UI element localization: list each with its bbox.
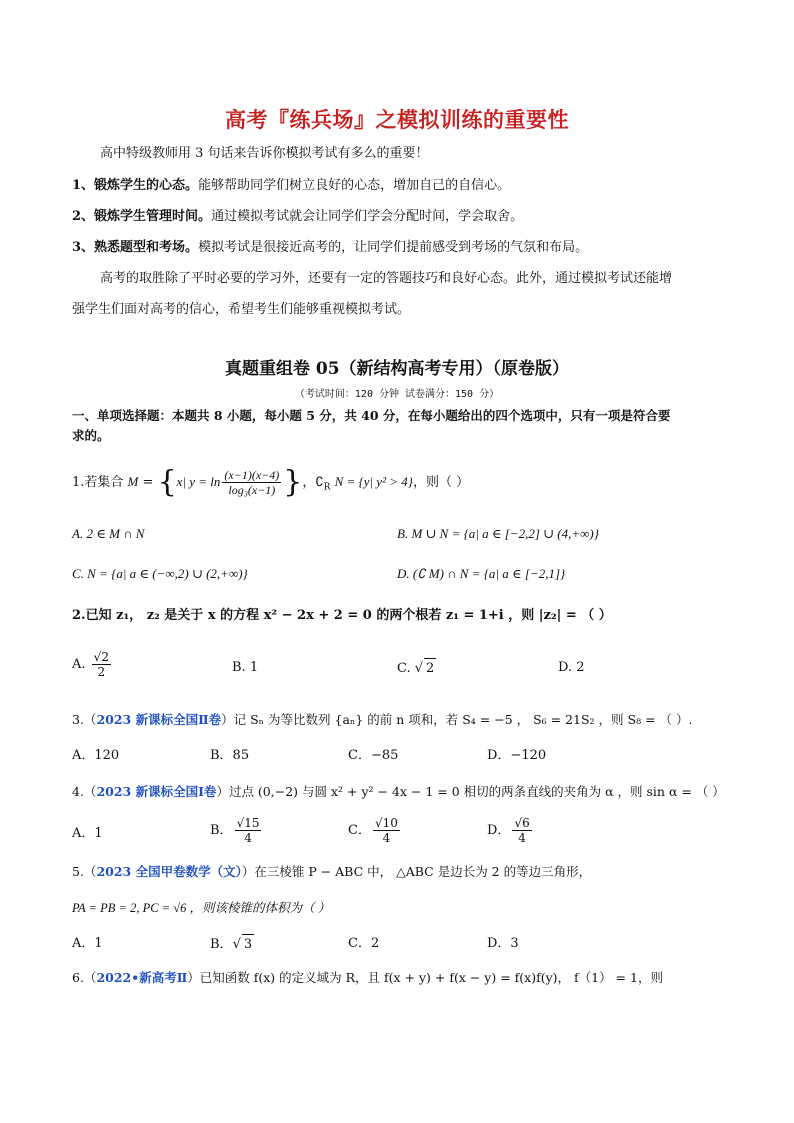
q4-b-frac: [235, 816, 262, 845]
q5-num: 5.（: [72, 864, 97, 879]
q4-d-label: D．: [487, 823, 511, 838]
q2-a-num: √2: [93, 650, 109, 664]
q1-n-def: N = {y| y² > 4}: [334, 474, 413, 489]
q4-c-label: C．: [348, 823, 371, 838]
closing-line-2: 强学生们面对高考的信心，希望考生们能够重视模拟考试。: [72, 302, 411, 317]
q1-complement: ∁: [315, 475, 324, 490]
closing-line-1: 高考的取胜除了平时必要的学习外，还要有一定的答题技巧和良好心态。此外，通过模拟考试还能增: [100, 271, 673, 286]
q4-c-den: 4: [382, 831, 391, 845]
q5-b-sqrt: 3: [242, 934, 254, 955]
point-3-text: 模拟考试是很接近高考的，让同学们提前感受到考场的气氛和布局。: [198, 240, 589, 255]
q2-option-b[interactable]: B. 1: [232, 660, 259, 675]
q4-b-num: √15: [236, 816, 260, 830]
q3-option-d[interactable]: D．−120: [487, 748, 547, 763]
q6-stem-text: ）已知函数 f(x) 的定义域为 R，且 f(x + y) + f(x − y) = f(x)f(y)， f（1） = 1，则: [187, 970, 663, 985]
q3-option-a[interactable]: A．120: [72, 748, 120, 763]
point-1-text: 能够帮助同学们树立良好的心态，增加自己的自信心。: [198, 178, 511, 193]
q4-d-den: 4: [518, 831, 526, 845]
q4-b-den: 4: [244, 831, 252, 845]
q4-b-label: B．: [210, 823, 233, 838]
q1-option-c[interactable]: C. N = {a| a ∈ (−∞,2) ∪ (2,+∞)}: [72, 566, 248, 581]
q5-b-label: B．: [210, 937, 233, 952]
question-4-stem: [72, 782, 725, 802]
section-heading-line-2: 求的。: [72, 428, 110, 443]
point-1-num: 1、: [72, 178, 95, 193]
page-title: 高考『练兵场』之模拟训练的重要性: [225, 108, 569, 132]
q1-set-open: x| y = ln: [176, 474, 221, 489]
q2-c-sqrt: 2: [424, 658, 436, 679]
exam-subtitle: （考试时间：120 分钟 试卷满分：150 分）: [294, 389, 500, 400]
point-3-head: 熟悉题型和考场。: [94, 240, 199, 255]
q6-source: 2022•新高考Ⅱ: [96, 970, 188, 985]
q2-c-label: C.: [397, 661, 411, 676]
q4-option-b[interactable]: [210, 816, 263, 845]
q1-brace-left: {: [157, 464, 177, 500]
q5-option-c[interactable]: C．2: [348, 936, 380, 951]
q4-d-num: √6: [514, 816, 530, 830]
q1-set-m: M: [127, 474, 139, 489]
q4-option-d[interactable]: [487, 816, 534, 845]
q2-a-den: 2: [97, 665, 106, 679]
q4-option-c[interactable]: [348, 816, 402, 845]
q2-option-c[interactable]: C. √ 2: [397, 658, 436, 679]
q1-frac-den: log₃(x−1): [228, 483, 276, 497]
q6-num: 6.（: [72, 970, 97, 985]
q5-option-b[interactable]: B．√ 3: [210, 934, 254, 955]
q1-mid: ，: [302, 475, 316, 490]
q1-option-a[interactable]: A. 2 ∈ M ∩ N: [72, 526, 145, 541]
point-2-text: 通过模拟考试就会让同学们学会分配时间，学会取舍。: [211, 209, 524, 224]
q1-suffix: ，则（ ）: [412, 475, 470, 490]
q5-stem-text: ）在三棱锥 P − ABC 中， △ABC 是边长为 2 的等边三角形，: [241, 864, 592, 879]
point-1-head: 锻炼学生的心态。: [94, 178, 199, 193]
q4-option-a[interactable]: A．1: [72, 826, 103, 841]
q4-d-frac: [512, 816, 531, 845]
q4-c-num: √10: [374, 816, 398, 830]
q5-option-d[interactable]: D．3: [487, 936, 519, 951]
point-3-num: 3、: [72, 240, 95, 255]
question-2-stem: [72, 606, 612, 626]
q1-complement-sub: R: [323, 482, 331, 493]
q2-a-frac: [92, 650, 111, 679]
q3-stem-text: ）记 Sₙ 为等比数列 {aₙ} 的前 n 项和，若 S₄ = −5 ， S₆ = 21S₂ ，则 S₈ = （ ）.: [221, 712, 693, 727]
point-2: [72, 207, 523, 227]
q3-option-c[interactable]: C．−85: [348, 748, 399, 763]
q2-a-label: A.: [72, 657, 86, 672]
q1-prefix: 1.若集合: [72, 475, 124, 490]
question-1-stem: 1.若集合 M = {x| y = ln $\frac{(x-1)(x-4)}{\text{log₃(x−1)}}$ }，$∁_R$ N = {y| y² > 4}，则（ ）: [72, 464, 470, 500]
exam-title: 真题重组卷 05（新结构高考专用）（原卷版）: [224, 359, 570, 379]
section-heading-line-1: 一、单项选择题：本题共 8 小题，每小题 5 分，共 40 分，在每小题给出的四个选项中，只有一项是符合要: [72, 408, 671, 423]
q4-num: 4.（: [72, 784, 97, 799]
question-5-stem: [72, 862, 591, 882]
q5-source: 2023 全国甲卷数学（文）: [96, 864, 242, 879]
q4-source: 2023 新课标全国Ⅰ卷: [96, 784, 217, 799]
question-6-stem: [72, 968, 663, 988]
q1-option-b[interactable]: B. M ∪ N = {a| a ∈ [−2,2] ∪ (4,+∞)}: [397, 526, 599, 541]
point-3: [72, 238, 588, 258]
q3-source: 2023 新课标全国Ⅱ卷: [96, 712, 222, 727]
question-5-line-2: PA = PB = 2, PC = √6 ，则该棱锥的体积为（ ）: [72, 901, 331, 915]
q1-brace-right: }: [283, 464, 303, 500]
q2-stem-text: 2.已知 z₁， z₂ 是关于 x 的方程 x² − 2x + 2 = 0 的两个根若 z₁ = 1+i ，则 |z₂| = （ ）: [72, 608, 612, 623]
point-2-head: 锻炼学生管理时间。: [94, 209, 212, 224]
point-2-num: 2、: [72, 209, 95, 224]
q1-fraction: [222, 468, 281, 497]
q1-option-d[interactable]: D. (∁ M) ∩ N = {a| a ∈ [−2,1]}: [397, 566, 566, 581]
q3-num: 3.（: [72, 712, 97, 727]
intro-text: 高中特级教师用 3 句话来告诉你模拟考试有多么的重要！: [100, 146, 429, 161]
q1-frac-num: (x−1)(x−4): [224, 468, 280, 482]
q4-c-frac: [373, 816, 400, 845]
point-1: [72, 176, 510, 196]
q2-option-d[interactable]: D. 2: [558, 660, 585, 675]
q3-option-b[interactable]: B．85: [210, 748, 250, 763]
question-3-stem: [72, 710, 692, 730]
q2-option-a[interactable]: [72, 650, 113, 679]
q5-option-a[interactable]: A．1: [72, 936, 103, 951]
q4-stem-text: ）过点 (0,−2) 与圆 x² + y² − 4x − 1 = 0 相切的两条直线的夹角为 α ，则 sin α = （ ）: [216, 784, 725, 799]
